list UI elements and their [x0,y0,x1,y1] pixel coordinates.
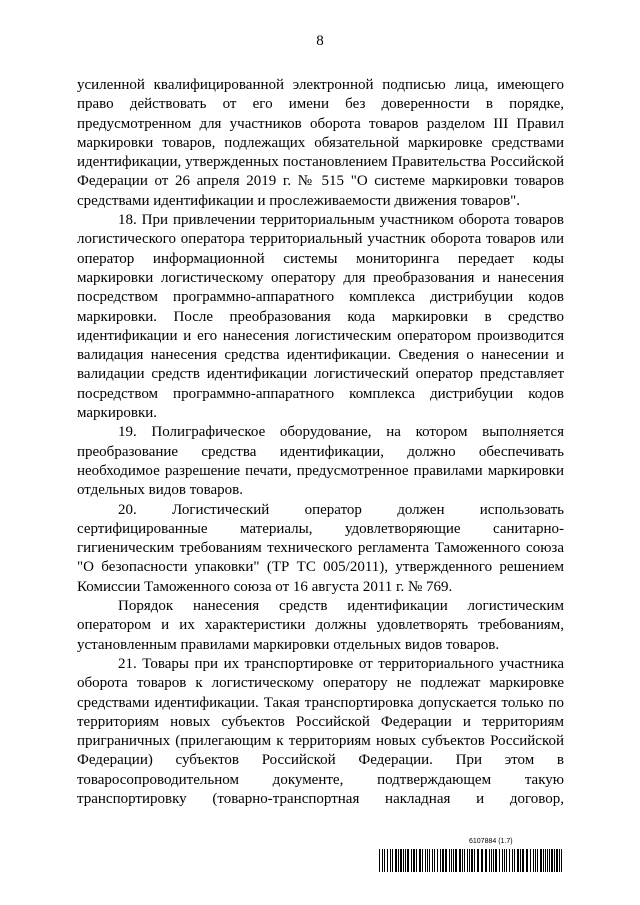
paragraph-18: 18. При привлечении территориальным участником оборота товаров логистического оператора территориальный участник оборота товаров или оператор информационной системы мониторинга передает коды маркировки логистическому оператору для преобразования и нанесения посредством программно-аппаратного комплекса дистрибуции кодов маркировки. После преобразования кода маркировки в средство идентификации и его нанесения логистическим оператором производится валидация нанесения средства идентификации. Сведения о нанесении и валидации средств идентификации логистический оператор представляет посредством программно-аппаратного комплекса дистрибуции кодов маркировки. [77,212,564,422]
barcode-icon [379,849,565,872]
paragraph-continuation: усиленной квалифицированной электронной подписью лица, имеющего право действовать от его имени без доверенности в порядке, предусмотренном для участников оборота товаров разделом III Правил маркировки товаров, подлежащих обязательной маркировке средствами идентификации, утвержденных постановлением Правительства Российской Федерации от 26 апреля 2019 г. № 515 "О системе маркировки товаров средствами идентификации и прослеживаемости движения товаров". [77,77,564,209]
barcode-label: 6107884 (1.7) [469,838,513,845]
paragraph-19: 19. Полиграфическое оборудование, на котором выполняется преобразование средства идентификации, должно обеспечивать необходимое разрешение печати, предусмотренное правилами маркировки отдельных видов товаров. [77,424,564,499]
paragraph-21: 21. Товары при их транспортировке от территориального участника оборота товаров к логистическому оператору не подлежат маркировке средствами идентификации. Такая транспортировка допускается только по территориям новых субъектов Российской Федерации и территориям приграничных (прилегающим к территориям новых субъектов Российской Федерации) субъектов Российской Федерации. При этом в товаросопроводительном документе, подтверждающем такую транспортировку (товарно-транспортная накладная и договор, [77,655,564,807]
barcode-block [355,838,565,873]
page-number: 8 [316,33,324,49]
document-body [77,76,564,809]
paragraph-marking-procedure: Порядок нанесения средств идентификации логистическим оператором и их характеристики должны удовлетворять требованиям, установленным правилами маркировки отдельных видов товаров. [77,598,564,653]
paragraph-20: 20. Логистический оператор должен использовать сертифицированные материалы, удовлетворяющие санитарно-гигиеническим требованиям технического регламента Таможенного союза "О безопасности упаковки" (ТР ТС 005/2011), утвержденного решением Комиссии Таможенного союза от 16 августа 2011 г. № 769. [77,501,564,595]
